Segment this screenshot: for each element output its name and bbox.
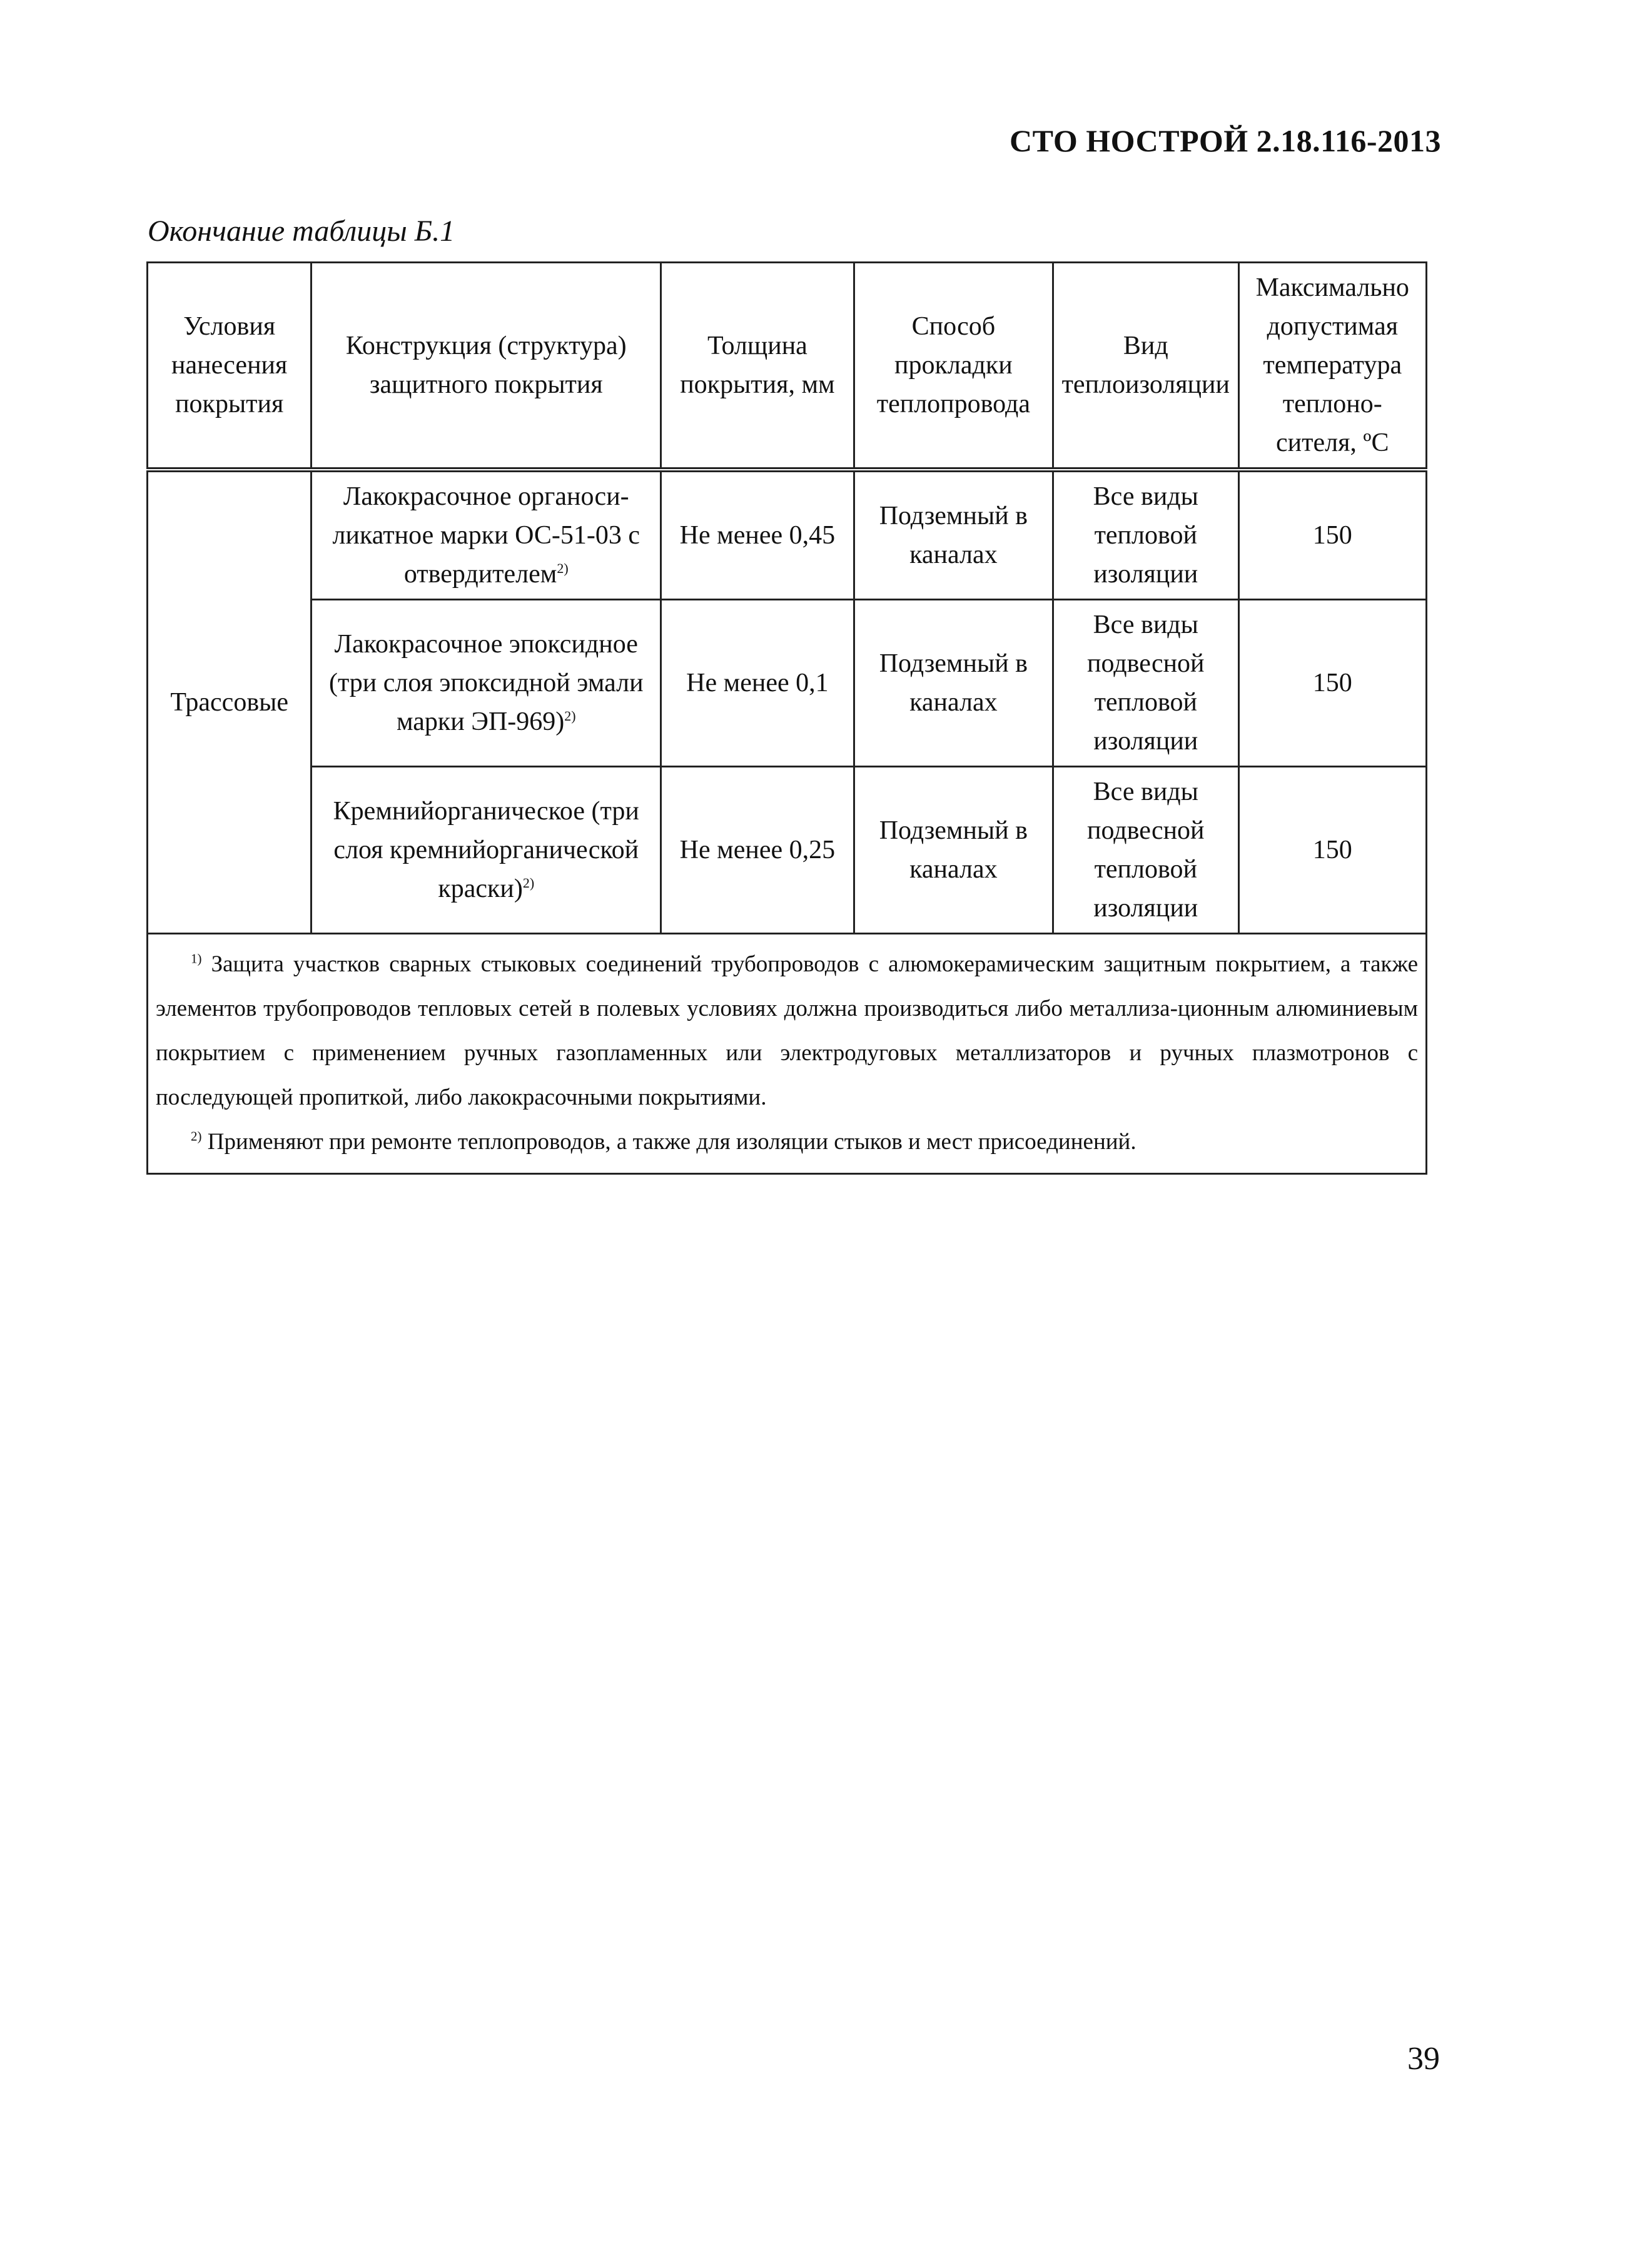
table-note [156, 1120, 1418, 1164]
header-max-temperature: Максимально допустимая температура теплоно-сителя, ºС [1238, 263, 1427, 470]
table-header-row [148, 263, 1427, 470]
table-row [148, 470, 1427, 600]
footnote-marker: 2) [191, 1128, 202, 1144]
header-coating-thickness: Толщина покрытия, мм [661, 263, 854, 470]
construction-text: Лакокрасочное эпоксидное (три слоя эпоксидной эмали марки ЭП-969) [328, 630, 644, 736]
header-insulation-type: Вид теплоизоляции [1053, 263, 1238, 470]
construction-cell [311, 600, 661, 767]
temperature-cell: 150 [1238, 470, 1427, 600]
table-note [156, 942, 1418, 1120]
footnote-marker: 2) [564, 708, 576, 724]
construction-cell [311, 470, 661, 600]
temperature-cell: 150 [1238, 767, 1427, 934]
table-container [146, 261, 1427, 1175]
table-caption: Окончание таблицы Б.1 [148, 215, 455, 248]
insulation-cell: Все виды тепловой изоляции [1053, 470, 1238, 600]
construction-cell [311, 767, 661, 934]
method-cell: Подземный в каналах [854, 600, 1053, 767]
coating-spec-table [146, 261, 1427, 1175]
header-laying-method: Способ прокладки теплопровода [854, 263, 1053, 470]
thickness-cell: Не менее 0,1 [661, 600, 854, 767]
thickness-cell: Не менее 0,25 [661, 767, 854, 934]
footnote-marker: 2) [557, 560, 569, 576]
table-note-text: Защита участков сварных стыковых соединений трубопроводов с алюмокерамическим защитным покрытием, а также элементов трубопроводов тепловых сетей в полевых условиях должна производиться либо металлиза-ционным алюминиевым покрытием с применением ручных газопламенных или электродуговых металлизаторов и ручных плазмотронов с последующей пропиткой, либо лакокрасочными покрытиями. [156, 951, 1419, 1110]
construction-text: Кремнийорганическое (три слоя кремнийорганической краски) [333, 797, 639, 903]
method-cell: Подземный в каналах [854, 767, 1053, 934]
footnote-marker: 2) [522, 875, 535, 891]
thickness-cell: Не менее 0,45 [661, 470, 854, 600]
header-application-conditions: Условия нанесения покрытия [148, 263, 311, 470]
footnote-marker: 1) [191, 951, 202, 966]
table-notes-row [148, 934, 1427, 1174]
temperature-cell: 150 [1238, 600, 1427, 767]
construction-text: Лакокрасочное органоси-ликатное марки ОС-51-03 с отвердителем [332, 482, 640, 589]
page-number: 39 [1407, 2041, 1440, 2077]
method-cell: Подземный в каналах [854, 470, 1053, 600]
document-code: СТО НОСТРОЙ 2.18.116-2013 [1010, 123, 1441, 158]
table-notes-cell [148, 934, 1427, 1174]
group-label-cell: Трассовые [148, 470, 311, 934]
table-note-text: Применяют при ремонте теплопроводов, а также для изоляции стыков и мест присоединений. [207, 1129, 1136, 1155]
header-coating-construction: Конструкция (структура) защитного покрытия [311, 263, 661, 470]
insulation-cell: Все виды подвесной тепловой изоляции [1053, 767, 1238, 934]
table-row [148, 600, 1427, 767]
table-row [148, 767, 1427, 934]
insulation-cell: Все виды подвесной тепловой изоляции [1053, 600, 1238, 767]
